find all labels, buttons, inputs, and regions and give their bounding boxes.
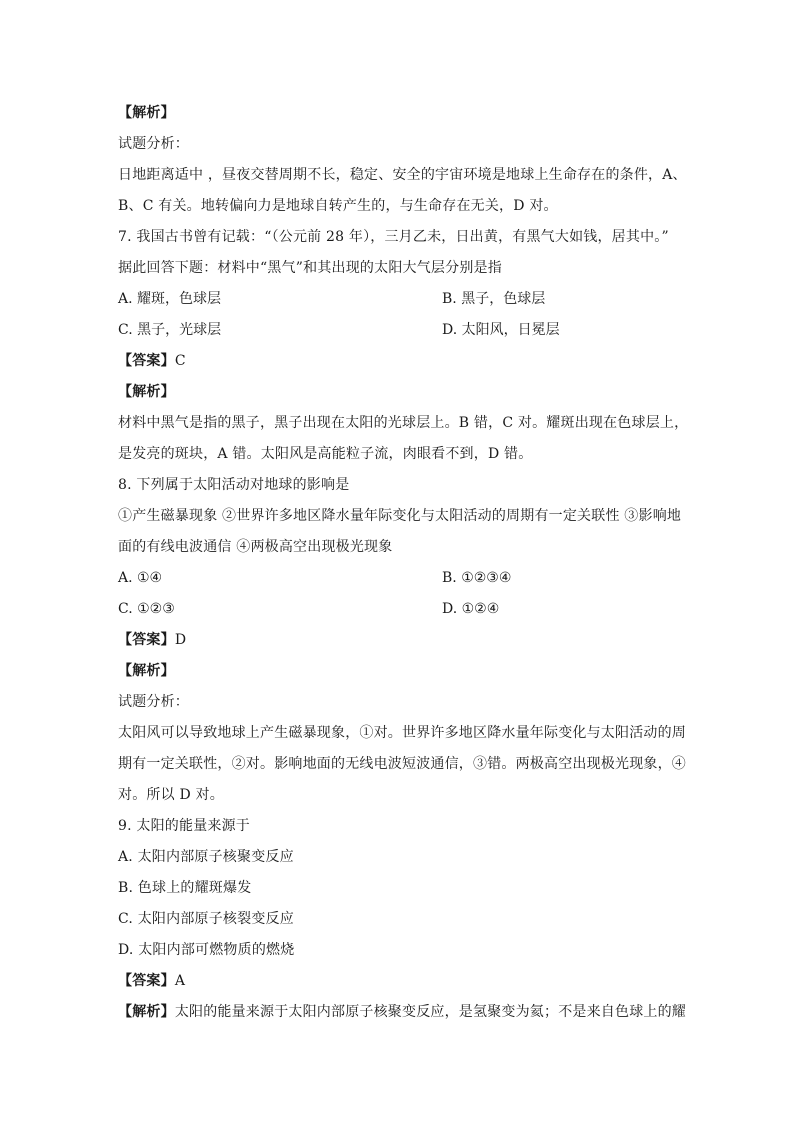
answer-value: 太阳的能量来源于太阳内部原子核聚变反应，是氢聚变为氦；不是来自色球上的耀 [174,1004,687,1020]
section-label: 【解析】 [118,1004,175,1020]
option-row [118,594,678,625]
answer-line [118,625,678,656]
section-label: 【解析】 [118,384,175,400]
option-row [118,563,678,594]
option-row [118,315,678,346]
text-line: 9. 太阳的能量来源于 [118,818,251,834]
text-line: 试题分析： [118,136,189,152]
option-right: D. ①②④ [442,601,500,617]
answer-line [118,997,687,1028]
option-left: A. ①④ [118,570,163,586]
option-row [118,284,678,315]
text-line: 面的有线电波通信 ④两极高空出现极光现象 [118,539,393,555]
section-label: 【答案】 [118,632,175,648]
text-line: 期有一定关联性，②对。影响地面的无线电波短波通信，③错。两极高空出现极光现象，④ [118,756,686,772]
answer-value: A [174,973,186,989]
option-left: C. ①②③ [118,601,175,617]
text-line: A. 太阳内部原子核聚变反应 [118,849,294,865]
text-line: 材料中黑气是指的黑子，黑子出现在太阳的光球层上。B 错，C 对。耀斑出现在色球层上， [118,415,689,431]
section-label: 【答案】 [118,353,175,369]
option-right: B. ①②③④ [442,570,512,586]
text-line: 对。所以 D 对。 [118,787,224,803]
text-line: D. 太阳内部可燃物质的燃烧 [118,942,295,958]
answer-value: C [174,353,186,369]
option-right: B. 黑子，色球层 [442,291,546,307]
text-line: 8. 下列属于太阳活动对地球的影响是 [118,477,350,493]
section-label: 【解析】 [118,663,175,679]
text-line: 是发亮的斑块，A 错。太阳风是高能粒子流，肉眼看不到，D 错。 [118,446,533,462]
option-left: C. 黑子，光球层 [118,322,222,338]
section-label: 【解析】 [118,105,175,121]
option-right: D. 太阳风，日冕层 [442,322,560,338]
text-line: ①产生磁暴现象 ②世界许多地区降水量年际变化与太阳活动的周期有一定关联性 ③影响地 [118,508,682,524]
answer-value: D [174,632,187,648]
text-line: 太阳风可以导致地球上产生磁暴现象，①对。世界许多地区降水量年际变化与太阳活动的周 [118,725,686,741]
text-line: 7. 我国古书曾有记载：“（公元前 28 年），三月乙未，日出黄，有黑气大如钱，居其中。” [118,229,669,245]
answer-line [118,346,678,377]
text-line: 据此回答下题：材料中“黑气”和其出现的太阳大气层分别是指 [118,260,502,276]
text-line: B. 色球上的耀斑爆发 [118,880,252,896]
text-line: C. 太阳内部原子核裂变反应 [118,911,294,927]
option-left: A. 耀斑，色球层 [118,291,222,307]
text-line: 试题分析： [118,694,189,710]
text-line: B、C 有关。地转偏向力是地球自转产生的，与生命存在无关，D 对。 [118,198,558,214]
document-body [118,98,689,1028]
text-line: 日地距离适中 ，昼夜交替周期不长，稳定、安全的宇宙环境是地球上生命存在的条件，A、 [118,167,687,183]
section-label: 【答案】 [118,973,175,989]
answer-line [118,966,678,997]
